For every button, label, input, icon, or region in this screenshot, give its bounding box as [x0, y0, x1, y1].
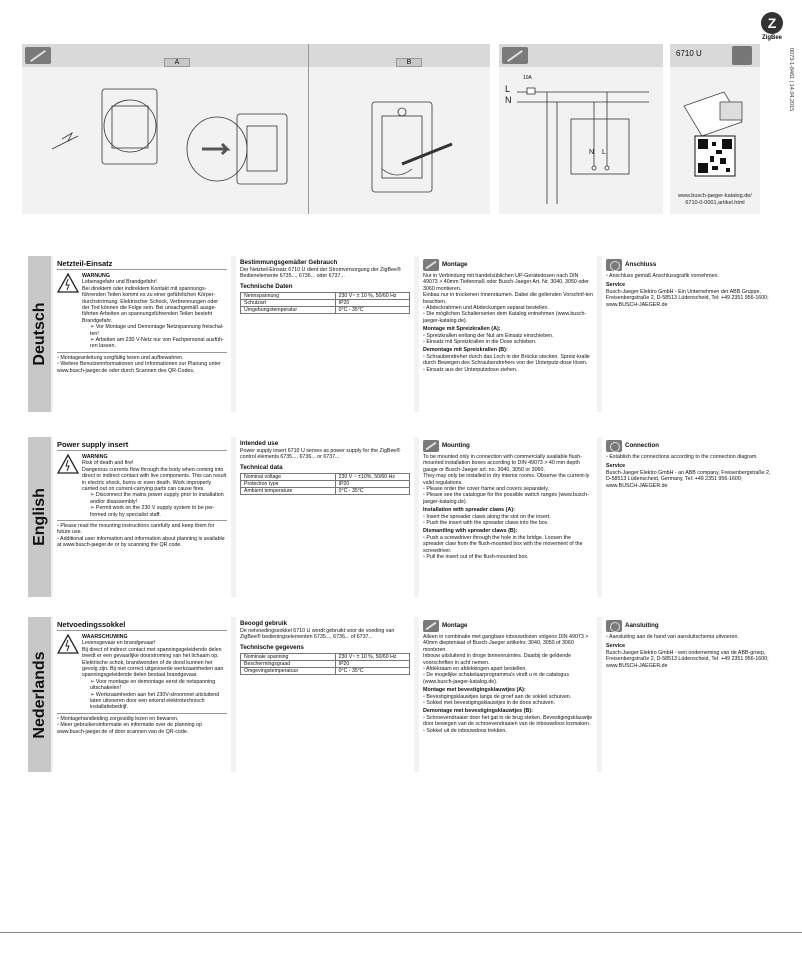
text-line: ▫ Afdekraam en afdekkingen apart bestellen. — [423, 666, 527, 673]
general-notes — [57, 355, 227, 374]
warning-icon — [57, 273, 79, 293]
usage-column — [236, 617, 414, 772]
text-line: Risk of death and fire! — [82, 460, 134, 467]
mounting-b-heading: Demontage mit Spreizkrallen (B): — [423, 347, 508, 354]
text-line: ▫ Meer gebruikersinformatie en informatie over de planning op www.busch-jaeger.de of door scannen van de QR-code. — [57, 722, 202, 735]
mounting-heading: Mounting — [442, 442, 470, 449]
mounting-a-steps — [423, 333, 593, 346]
tech-value: IP20 — [335, 660, 409, 667]
usage-column — [236, 256, 414, 412]
tech-value: IP20 — [335, 299, 409, 306]
wiring-diagram — [499, 44, 663, 214]
product-illustration — [670, 44, 760, 214]
tech-table — [240, 473, 410, 495]
text-line: ➢ Voor montage en demontage eerst de netspanning uitschakelen! — [90, 678, 216, 692]
document-code: 0073-1-8461 | 14.04.2015 — [788, 48, 794, 112]
tech-value: 0°C - 35°C — [335, 667, 409, 674]
warning-actions — [82, 679, 227, 711]
tech-heading: Technische gegevens — [240, 643, 304, 651]
general-notes — [57, 523, 227, 549]
text-line: ▫ Push a screwdriver through the hole in the bridge. Loosen the spreader claw from the flush-mounted box with the movement of the screwdriver. — [423, 534, 583, 554]
tech-table — [240, 653, 410, 675]
warning-title: WARNING — [82, 454, 108, 460]
tech-param: Beschermingsgraad — [241, 660, 336, 667]
safety-column — [53, 437, 231, 597]
tech-row — [241, 306, 410, 313]
text-line: ▫ Weitere Benutzerinformationen und Informationen zur Planung unter www.busch-jaeger.de oder durch Scannen des QR-Codes. — [57, 361, 221, 374]
connection-column — [602, 256, 780, 412]
tech-param: Ambient temperature — [241, 487, 336, 494]
page-divider — [0, 932, 802, 933]
tech-param: Schutzart — [241, 299, 336, 306]
tech-row — [241, 299, 410, 306]
text-line: ▫ Einsatz mit Spreizkrallen in die Dose schieben. — [423, 339, 537, 346]
text-line: Dangerous currents flow through the body when coming into direct or indirect contact with live components. This can result in electric shock, burns or even death. Work improperly carried out on current-carrying parts can cause fires. — [82, 466, 227, 493]
warning-block — [57, 634, 227, 714]
text-line: Nur in Verbindung mit handelsüblichen UP-Gerätedosen nach DIN 49073 > 40mm Tiefenmaß oder Busch-Jaeger Art. Nr. 3040, 3050 oder 3060 montieren. — [423, 273, 589, 292]
tech-row — [241, 653, 410, 660]
connection-text — [606, 273, 776, 279]
service-text: Busch-Jaeger Elektro GmbH - an ABB company, Freisenbergstraße 2, D-58513 Lüdenscheid, Germany, Tel: +49 2351 956-1600; www.BUSCH-JAEGER.de — [606, 469, 771, 489]
language-label: Nederlands — [30, 650, 48, 739]
text-line: ▫ Additional user information and information about planning is available at www.busch-jaeger.de or by scanning the QR code. — [57, 535, 225, 549]
mounting-b-heading: Dismantling with spreader claws (B): — [423, 528, 518, 535]
product-heading: Power supply insert — [57, 440, 227, 451]
usage-text: Der Netzteil-Einsatz 6710 U dient der Stromversorgung der ZigBee® Bedienelemente 6735..., 6736... oder 6737... — [240, 267, 401, 280]
language-tab — [28, 617, 51, 772]
tech-param: Omgevingstemperatuur — [241, 667, 336, 674]
tech-value: 230 V~ ± 10 %, 50/60 Hz — [335, 653, 409, 660]
text-line: ▫ Sokkel uit de inbouwdoos trekken. — [423, 727, 507, 734]
text-line: ➢ Vor Montage und Demontage Netzspannung freischal-ten! — [90, 324, 224, 337]
text-line: Inbouw uitsluitend in droge binnenruimtes. Daarbij de geldende voorschriften in acht nemen. — [423, 653, 572, 666]
warning-actions — [82, 492, 227, 518]
fuse-label: 10A — [523, 75, 532, 81]
text-line: ▫ Schraubendreher durch das Loch in der Brücke stecken. Spreiz-kralle durch Bewegen des Schraubendrehers von der Unterputz-dose lösen. — [423, 353, 590, 367]
text-line: ▫ Establish the connections according to the connection diagram. — [606, 454, 758, 460]
service-heading: Service — [606, 463, 626, 470]
service-heading: Service — [606, 282, 626, 289]
warning-text — [82, 279, 227, 324]
product-heading: Netvoedingssokkel — [57, 620, 227, 631]
mounting-b-steps — [423, 715, 593, 734]
tech-row — [241, 292, 410, 299]
product-heading: Netzteil-Einsatz — [57, 259, 227, 270]
tech-row — [241, 487, 410, 494]
product-url: www.busch-jaeger-katalog.de/ 6710-0-0001,artikel.html — [678, 193, 752, 206]
installation-figure-panel — [22, 44, 490, 214]
plug-icon — [606, 620, 622, 632]
tech-value: IP20 — [335, 480, 409, 487]
tech-row — [241, 660, 410, 667]
general-notes — [57, 716, 227, 735]
text-line: Einbau nur in trockenen Innenräumen. Dabei die geltenden Vorschrif-ten beachten. — [423, 292, 593, 305]
screwdriver-icon — [423, 440, 439, 452]
tech-heading: Technical data — [240, 463, 283, 471]
figure-label-b: B — [396, 58, 422, 67]
tech-param: Nominal voltage — [241, 473, 336, 480]
mounting-column — [419, 256, 597, 412]
tech-table — [240, 292, 410, 314]
connection-heading: Connection — [625, 442, 660, 449]
mounting-a-heading: Montage met bevestigingsklauwtjes (A): — [423, 687, 526, 694]
connection-heading: Aansluiting — [625, 622, 659, 629]
warning-block — [57, 273, 227, 353]
mounting-column — [419, 617, 597, 772]
product-label: 6710 U — [676, 49, 702, 58]
text-line: ➢ Werkzaamheden aan het 230V-stroomnet uitsluitend laten uitvoeren door een erkend elektrotechnisch installatiebedrijf. — [90, 691, 220, 711]
warning-actions — [82, 324, 227, 350]
usage-text: De netvoedingssokkel 6710 U wordt gebruikt voor de voeding van ZigBee® bedieningselementen 6735..., 6736... of 6737... — [240, 628, 395, 641]
usage-heading: Bestimmungsgemäßer Gebrauch — [240, 259, 338, 266]
mounting-heading: Montage — [442, 261, 468, 268]
product-panel — [670, 44, 760, 214]
text-line: ▫ Spreizkrallen entlang der Nut am Einsatz einschieben. — [423, 332, 554, 339]
screwdriver-icon — [423, 620, 439, 632]
mounting-text — [423, 273, 593, 324]
mounting-heading: Montage — [442, 622, 468, 629]
text-line: ▫ Die möglichen Schalterserien dem Katalog entnehmen (www.busch-jaeger-katalog.de). — [423, 311, 587, 324]
service-text: Busch-Jaeger Elektro GmbH - Ein Unternehmen der ABB Gruppe, Freisenbergstraße 2, D-58513 Lüdenscheid, Tel: +49 2351 956-1600; www.BUSCH-JAEGER.de — [606, 288, 769, 308]
text-line: ▫ Einsatz aus der Unterputzdose ziehen. — [423, 366, 518, 373]
text-line: ➢ Disconnect the mains power supply prior to installation and/or disassembly! — [90, 492, 224, 505]
tech-param: Nominale spanning — [241, 653, 336, 660]
tech-value: 0°C - 35°C — [335, 306, 409, 313]
zigbee-brand-text: ZigBee — [761, 35, 782, 41]
section-english — [28, 437, 780, 597]
tech-heading: Technische Daten — [240, 282, 293, 290]
terminal-label: N L — [589, 149, 609, 156]
connection-text — [606, 634, 776, 640]
tech-row — [241, 473, 410, 480]
warning-title: WARNUNG — [82, 273, 110, 279]
plug-icon — [606, 440, 622, 452]
connection-heading: Anschluss — [625, 261, 657, 268]
language-label: Deutsch — [30, 302, 48, 366]
text-line: ▫ Aansluiting aan de hand van aansluitschema uitvoeren. — [606, 634, 739, 640]
text-line: Bei direktem oder indirektem Kontakt mit spannungs-führenden Teilen kommt es zu einer gefährlichen Körper-durchströmung. Elektrischer Schock, Verbrennungen oder der Tod können die Folge sein. Bei unsachgemäß ausge-führten Arbeiten an spannungsführenden Teilen besteht Brandgefahr. — [82, 285, 219, 324]
safety-column — [53, 617, 231, 772]
service-heading: Service — [606, 643, 626, 650]
warning-title: WAARSCHUWING — [82, 634, 128, 640]
section-nederlands — [28, 617, 780, 772]
mounting-a-heading: Montage mit Spreizkrallen (A): — [423, 326, 501, 333]
text-line: To be mounted only in connection with commercially available flush-mounted installation boxes according to DIN 49073 > 40 mm depth gauge or Busch-Jaeger art. no. 3040, 3050 or 3060. — [423, 454, 582, 473]
service-text: Busch-Jaeger Elektro GmbH - een onderneming van de ABB-groep, Freisenbergstraße 2, D-58513 Lüdenscheid, Tel: +49 2351 956-1600; www.BUSCH-JAEGER.de — [606, 649, 769, 669]
plug-icon — [606, 259, 622, 271]
mounting-a-heading: Installation with spreader claws (A): — [423, 507, 515, 514]
warning-text — [82, 460, 227, 492]
mounting-b-steps — [423, 354, 593, 373]
tech-row — [241, 667, 410, 674]
connection-column — [602, 617, 780, 772]
tech-value: 230 V~ ± 10 %, 50/60 Hz — [335, 292, 409, 299]
warning-text — [82, 640, 227, 678]
installation-illustration — [22, 44, 490, 214]
text-line: ▫ De mogelijke schakelaarprogramma's vindt u in de catalogus (www.busch-jaeger-katalog.de). — [423, 672, 569, 685]
text-line: Bij direct of indirect contact met spanningsgeleidende delen treedt er een gevaarlijke doorstroming van het lichaam op. Elektrische schok, brandwonden of de dood kunnen het gevolg zijn. Bij niet correct uitgevoerde werkzaamheden aan spanningsgeleidende delen bestaat brandgevaar. — [82, 646, 224, 679]
mounting-column — [419, 437, 597, 597]
text-line: ▫ Pull the insert out of the flush-mounted box. — [423, 554, 529, 561]
language-label: English — [30, 488, 48, 546]
screwdriver-icon — [423, 259, 439, 271]
text-line: ▫ Schroevendraaier door het gat in de brug steken. Bevestigingsklauwtje door bewegen van de schroevendraaien van de inbouwdoos losmaken. — [423, 714, 593, 728]
usage-text: Power supply insert 6710 U serves as power supply for the ZigBee® control elements 6735..., 6736... or 6737... — [240, 448, 401, 461]
figure-label-a: A — [164, 58, 190, 67]
text-line: They may only be installed in dry interior rooms. Observe the current-ly valid regulations. — [423, 473, 590, 486]
mounting-a-steps — [423, 694, 593, 707]
tech-param: Umgebungstemperatur — [241, 306, 336, 313]
text-line: Alleen in combinatie met gangbare inbouwdozen volgens DIN 49073 > 40mm diepteniaat of Busch-Jaeger artikelnr. 3040, 3050 of 3060 monteren. — [423, 634, 589, 653]
connection-column — [602, 437, 780, 597]
zigbee-logo — [752, 12, 792, 41]
language-tab — [28, 437, 51, 597]
tech-param: Nennspannung — [241, 292, 336, 299]
mounting-b-heading: Demontage met bevestigingsklauwtjes (B): — [423, 708, 533, 715]
safety-column — [53, 256, 231, 412]
usage-heading: Intended use — [240, 440, 279, 447]
section-deutsch — [28, 256, 780, 412]
tech-value: 0°C - 35°C — [335, 487, 409, 494]
text-line: ▫ Bevestigingsklauwtjes langs de groef aan de sokkel schuiven. — [423, 693, 572, 700]
text-line: ➢ Permit work on the 230 V supply system to be per-formed only by specialist staff. — [90, 505, 215, 518]
tech-param: Protection type — [241, 480, 336, 487]
mounting-text — [423, 634, 593, 685]
text-line: ▫ Please order the cover frame and covers separately. — [423, 486, 550, 493]
text-line: ▫ Push the insert with the spreader claws into the box. — [423, 520, 549, 527]
mounting-text — [423, 454, 593, 505]
language-tab — [28, 256, 51, 412]
text-line: Lebensgefahr und Brandgefahr! — [82, 279, 157, 286]
mounting-b-steps — [423, 535, 593, 561]
text-line: ▫ Montageanleitung sorgfältig lesen und aufbewahren. — [57, 354, 184, 361]
text-line: ▫ Please see the catalogue for the possible switch ranges (www.busch-jaeger-katalog.de). — [423, 492, 589, 505]
text-line: ▫ Insert the spreader claws along the slot on the insert. — [423, 513, 551, 520]
warning-icon — [57, 634, 79, 654]
text-line: ▫ Anschluss gemäß Anschlussgrafik vornehmen. — [606, 273, 719, 279]
warning-block — [57, 454, 227, 521]
text-line: ▫ Abdeckrahmen und Abdeckungen separat bestellen. — [423, 305, 549, 312]
zigbee-logo-icon — [761, 12, 783, 34]
text-line: ➢ Arbeiten am 230 V-Netz nur von Fachpersonal ausfüh-ren lassen. — [90, 337, 224, 350]
wiring-diagram-panel — [499, 44, 663, 214]
text-line: ▫ Sokkel met bevestigingsklauwtjes in de doos schuiven. — [423, 700, 556, 707]
tech-row — [241, 480, 410, 487]
text-line: ▫ Montagehandleiding zorgvuldig lezen en bewaren. — [57, 715, 179, 722]
usage-heading: Beoogd gebruik — [240, 620, 288, 627]
warning-icon — [57, 454, 79, 474]
connection-text — [606, 454, 776, 460]
mounting-a-steps — [423, 514, 593, 527]
tech-value: 230 V ~ ±10%, 50/60 Hz — [335, 473, 409, 480]
usage-column — [236, 437, 414, 597]
wire-l-label: L — [505, 84, 511, 94]
wire-n-label: N — [505, 95, 512, 105]
text-line: ▫ Please read the mounting instructions carefully and keep them for future use. — [57, 523, 215, 536]
text-line: Levensgevaar en brandgevaar! — [82, 640, 156, 647]
